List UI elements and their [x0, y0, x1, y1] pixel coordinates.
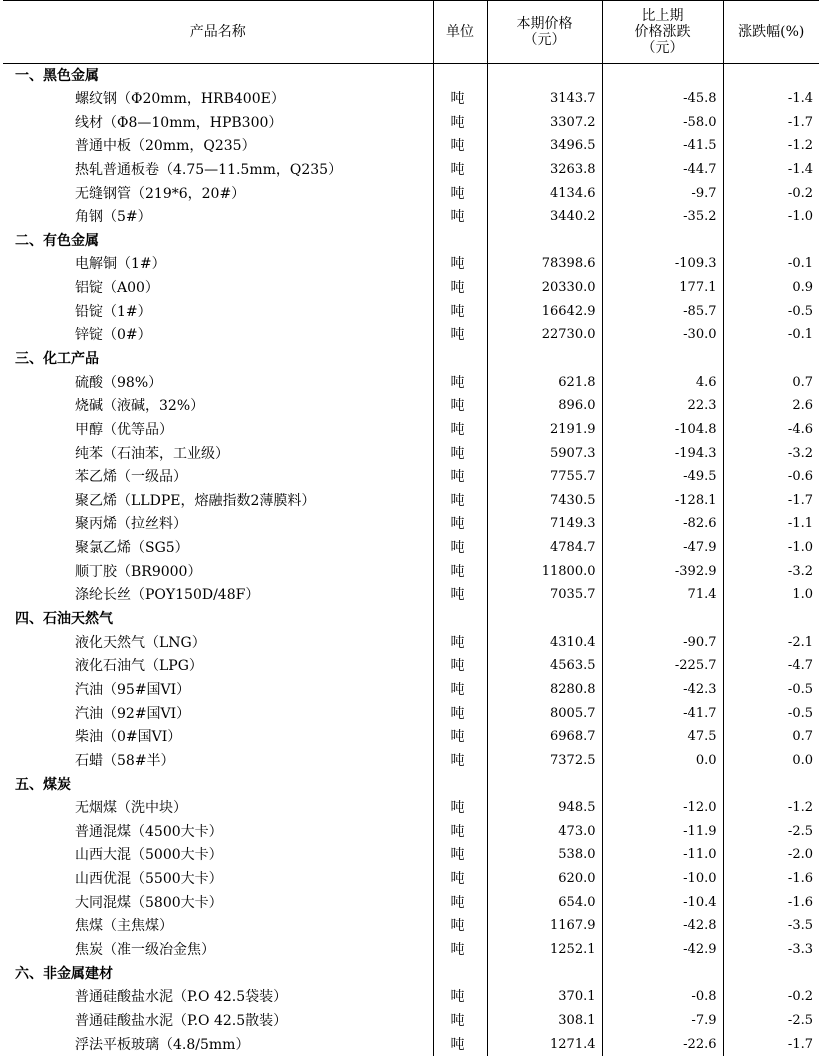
change-percent: -2.1	[723, 631, 819, 655]
table-row	[3, 1033, 819, 1057]
category-title: 五、煤炭	[15, 776, 71, 793]
change-percent: -3.5	[723, 915, 819, 939]
current-price: 370.1	[487, 985, 602, 1009]
change-percent: 0.7	[723, 371, 819, 395]
table-row	[3, 536, 819, 560]
price-change: 22.3	[602, 394, 723, 418]
product-unit: 吨	[433, 418, 487, 442]
product-unit: 吨	[433, 158, 487, 182]
product-name: 铝锭（A00）	[75, 280, 159, 297]
price-change: -44.7	[602, 158, 723, 182]
table-row	[3, 324, 819, 348]
product-name: 烧碱（液碱，32%）	[75, 398, 205, 415]
price-change: -85.7	[602, 300, 723, 324]
current-price: 4134.6	[487, 182, 602, 206]
price-change: 4.6	[602, 371, 723, 395]
change-percent: -1.2	[723, 796, 819, 820]
price-change: 71.4	[602, 584, 723, 608]
current-price: 16642.9	[487, 300, 602, 324]
product-unit: 吨	[433, 749, 487, 773]
change-percent: -4.7	[723, 655, 819, 679]
current-price: 3307.2	[487, 111, 602, 135]
table-row	[3, 205, 819, 229]
price-change: -9.7	[602, 182, 723, 206]
change-percent: -2.5	[723, 1009, 819, 1033]
current-price: 7149.3	[487, 513, 602, 537]
table-row	[3, 300, 819, 324]
price-table	[3, 0, 819, 1056]
category-percent-cell	[723, 962, 819, 986]
product-name: 焦炭（准一级冶金焦）	[75, 942, 215, 959]
category-percent-cell	[723, 773, 819, 797]
table-row	[3, 678, 819, 702]
product-name: 山西大混（5000大卡）	[75, 847, 223, 864]
product-name: 无烟煤（洗中块）	[75, 800, 187, 817]
current-price: 7755.7	[487, 465, 602, 489]
category-price-cell	[487, 229, 602, 253]
product-unit: 吨	[433, 536, 487, 560]
product-name: 铅锭（1#）	[75, 303, 152, 320]
change-percent: -1.7	[723, 1033, 819, 1057]
change-percent: -2.0	[723, 844, 819, 868]
product-name: 液化天然气（LNG）	[75, 634, 206, 651]
category-percent-cell	[723, 229, 819, 253]
current-price: 621.8	[487, 371, 602, 395]
current-price: 7372.5	[487, 749, 602, 773]
change-percent: -0.2	[723, 985, 819, 1009]
product-name: 普通硅酸盐水泥（P.O 42.5散装）	[75, 1012, 288, 1029]
current-price: 2191.9	[487, 418, 602, 442]
product-name: 普通中板（20mm，Q235）	[75, 138, 256, 155]
price-change: -11.0	[602, 844, 723, 868]
change-percent: -1.7	[723, 111, 819, 135]
table-row	[3, 418, 819, 442]
category-unit-cell	[433, 773, 487, 797]
change-percent: -1.7	[723, 489, 819, 513]
product-unit: 吨	[433, 796, 487, 820]
change-percent: 0.7	[723, 725, 819, 749]
header-current-price	[487, 1, 602, 64]
product-unit: 吨	[433, 134, 487, 158]
table-row	[3, 985, 819, 1009]
category-title: 六、非金属建材	[15, 965, 113, 982]
current-price: 948.5	[487, 796, 602, 820]
table-row	[3, 182, 819, 206]
product-unit: 吨	[433, 300, 487, 324]
price-change: -58.0	[602, 111, 723, 135]
product-unit: 吨	[433, 489, 487, 513]
current-price: 20330.0	[487, 276, 602, 300]
product-name: 苯乙烯（一级品）	[75, 469, 187, 486]
current-price: 22730.0	[487, 324, 602, 348]
table-row	[3, 891, 819, 915]
product-name: 涤纶长丝（POY150D/48F）	[75, 587, 260, 604]
category-price-cell	[487, 64, 602, 88]
product-unit: 吨	[433, 111, 487, 135]
product-name: 热轧普通板卷（4.75—11.5mm，Q235）	[75, 161, 343, 178]
change-percent: -3.2	[723, 560, 819, 584]
table-row	[3, 1009, 819, 1033]
current-price: 1252.1	[487, 938, 602, 962]
current-price: 3496.5	[487, 134, 602, 158]
header-price-change-l1: 比上期	[641, 8, 684, 24]
current-price: 11800.0	[487, 560, 602, 584]
change-percent: -3.2	[723, 442, 819, 466]
price-change: -109.3	[602, 253, 723, 277]
current-price: 896.0	[487, 394, 602, 418]
price-change: -392.9	[602, 560, 723, 584]
change-percent: -1.0	[723, 205, 819, 229]
price-change: -82.6	[602, 513, 723, 537]
table-row	[3, 158, 819, 182]
table-row	[3, 489, 819, 513]
header-current-price-l2: （元）	[523, 32, 566, 48]
price-change: 177.1	[602, 276, 723, 300]
product-name: 汽油（95#国VI）	[75, 681, 191, 698]
table-row	[3, 465, 819, 489]
category-unit-cell	[433, 962, 487, 986]
price-change: -49.5	[602, 465, 723, 489]
current-price: 4563.5	[487, 655, 602, 679]
product-unit: 吨	[433, 702, 487, 726]
product-name: 电解铜（1#）	[75, 256, 166, 273]
product-name: 液化石油气（LPG）	[75, 658, 203, 675]
product-unit: 吨	[433, 253, 487, 277]
category-change-cell	[602, 64, 723, 88]
category-percent-cell	[723, 607, 819, 631]
price-change: -225.7	[602, 655, 723, 679]
price-change: -42.8	[602, 915, 723, 939]
price-change: 47.5	[602, 725, 723, 749]
change-percent: -1.2	[723, 134, 819, 158]
category-unit-cell	[433, 229, 487, 253]
table-row	[3, 134, 819, 158]
change-percent: -0.1	[723, 324, 819, 348]
product-name: 浮法平板玻璃（4.8/5mm）	[75, 1036, 250, 1053]
price-change: -41.7	[602, 702, 723, 726]
product-name: 硫酸（98%）	[75, 374, 163, 391]
product-unit: 吨	[433, 324, 487, 348]
table-row	[3, 513, 819, 537]
category-percent-cell	[723, 64, 819, 88]
change-percent: -0.5	[723, 702, 819, 726]
current-price: 1167.9	[487, 915, 602, 939]
product-name: 锌锭（0#）	[75, 327, 152, 344]
product-unit: 吨	[433, 985, 487, 1009]
current-price: 8280.8	[487, 678, 602, 702]
table-row	[3, 796, 819, 820]
current-price: 3440.2	[487, 205, 602, 229]
product-unit: 吨	[433, 891, 487, 915]
category-row	[3, 347, 819, 371]
category-change-cell	[602, 962, 723, 986]
product-unit: 吨	[433, 1009, 487, 1033]
product-unit: 吨	[433, 465, 487, 489]
change-percent: -0.6	[723, 465, 819, 489]
change-percent: -4.6	[723, 418, 819, 442]
price-change: -10.4	[602, 891, 723, 915]
product-unit: 吨	[433, 725, 487, 749]
product-unit: 吨	[433, 655, 487, 679]
price-change: -47.9	[602, 536, 723, 560]
product-unit: 吨	[433, 678, 487, 702]
product-unit: 吨	[433, 631, 487, 655]
price-change: -42.3	[602, 678, 723, 702]
change-percent: 0.9	[723, 276, 819, 300]
product-unit: 吨	[433, 182, 487, 206]
product-name: 甲醇（优等品）	[75, 421, 173, 438]
table-row	[3, 915, 819, 939]
current-price: 8005.7	[487, 702, 602, 726]
product-unit: 吨	[433, 867, 487, 891]
product-unit: 吨	[433, 87, 487, 111]
table-row	[3, 867, 819, 891]
change-percent: -0.5	[723, 678, 819, 702]
category-title: 二、有色金属	[15, 232, 99, 249]
price-change: 0.0	[602, 749, 723, 773]
change-percent: -1.6	[723, 891, 819, 915]
product-name: 聚丙烯（拉丝料）	[75, 516, 187, 533]
category-price-cell	[487, 962, 602, 986]
table-row	[3, 276, 819, 300]
header-price-change	[602, 1, 723, 64]
product-name: 聚氯乙烯（SG5）	[75, 540, 189, 557]
category-change-cell	[602, 229, 723, 253]
product-name: 聚乙烯（LLDPE，熔融指数2薄膜料）	[75, 492, 316, 509]
table-row	[3, 111, 819, 135]
change-percent: -1.0	[723, 536, 819, 560]
product-name: 线材（Φ8—10mm，HPB300）	[75, 114, 283, 131]
product-name: 角钢（5#）	[75, 209, 152, 226]
product-name: 山西优混（5500大卡）	[75, 871, 223, 888]
price-change: -194.3	[602, 442, 723, 466]
product-unit: 吨	[433, 276, 487, 300]
category-unit-cell	[433, 347, 487, 371]
change-percent: -1.4	[723, 158, 819, 182]
product-unit: 吨	[433, 584, 487, 608]
category-title: 一、黑色金属	[15, 67, 99, 84]
price-change: -10.0	[602, 867, 723, 891]
change-percent: -1.6	[723, 867, 819, 891]
product-name: 焦煤（主焦煤）	[75, 918, 173, 935]
price-change: -22.6	[602, 1033, 723, 1057]
current-price: 538.0	[487, 844, 602, 868]
product-unit: 吨	[433, 915, 487, 939]
table-row	[3, 655, 819, 679]
price-change: -0.8	[602, 985, 723, 1009]
category-unit-cell	[433, 64, 487, 88]
category-title: 三、化工产品	[15, 351, 99, 367]
current-price: 5907.3	[487, 442, 602, 466]
product-unit: 吨	[433, 844, 487, 868]
change-percent: 0.0	[723, 749, 819, 773]
price-change: -42.9	[602, 938, 723, 962]
current-price: 3143.7	[487, 87, 602, 111]
table-row	[3, 394, 819, 418]
product-name: 无缝钢管（219*6，20#）	[75, 185, 246, 202]
header-current-price-l1: 本期价格	[516, 16, 573, 32]
product-name: 大同混煤（5800大卡）	[75, 894, 223, 911]
category-price-cell	[487, 773, 602, 797]
header-change-percent: 涨跌幅(%)	[723, 1, 819, 64]
current-price: 3263.8	[487, 158, 602, 182]
category-row	[3, 773, 819, 797]
category-row	[3, 229, 819, 253]
change-percent: -0.5	[723, 300, 819, 324]
price-change: -104.8	[602, 418, 723, 442]
category-percent-cell	[723, 347, 819, 371]
category-row	[3, 607, 819, 631]
product-name: 汽油（92#国VI）	[75, 705, 191, 722]
table-row	[3, 702, 819, 726]
product-name: 石蜡（58#半）	[75, 752, 175, 769]
price-change: -90.7	[602, 631, 723, 655]
price-change: -35.2	[602, 205, 723, 229]
price-change: -11.9	[602, 820, 723, 844]
product-name: 顺丁胶（BR9000）	[75, 563, 202, 580]
change-percent: -3.3	[723, 938, 819, 962]
header-row	[3, 1, 819, 64]
product-unit: 吨	[433, 1033, 487, 1057]
product-unit: 吨	[433, 371, 487, 395]
current-price: 1271.4	[487, 1033, 602, 1057]
product-name: 普通混煤（4500大卡）	[75, 823, 223, 840]
table-row	[3, 560, 819, 584]
current-price: 473.0	[487, 820, 602, 844]
price-change: -41.5	[602, 134, 723, 158]
price-change: -7.9	[602, 1009, 723, 1033]
table-row	[3, 253, 819, 277]
header-price-change-l3: （元）	[641, 40, 684, 56]
category-row	[3, 64, 819, 88]
product-unit: 吨	[433, 820, 487, 844]
change-percent: -0.2	[723, 182, 819, 206]
header-price-change-l2: 价格涨跌	[634, 24, 691, 40]
current-price: 7035.7	[487, 584, 602, 608]
product-unit: 吨	[433, 513, 487, 537]
category-price-cell	[487, 607, 602, 631]
category-change-cell	[602, 607, 723, 631]
table-row	[3, 725, 819, 749]
category-change-cell	[602, 773, 723, 797]
category-unit-cell	[433, 607, 487, 631]
change-percent: 2.6	[723, 394, 819, 418]
price-change: -30.0	[602, 324, 723, 348]
category-row	[3, 962, 819, 986]
header-product-name: 产品名称	[3, 1, 433, 64]
current-price: 654.0	[487, 891, 602, 915]
header-unit: 单位	[433, 1, 487, 64]
change-percent: -0.1	[723, 253, 819, 277]
category-change-cell	[602, 347, 723, 371]
price-change: -128.1	[602, 489, 723, 513]
change-percent: -1.4	[723, 87, 819, 111]
table-row	[3, 631, 819, 655]
product-name: 普通硅酸盐水泥（P.O 42.5袋装）	[75, 989, 288, 1006]
price-change: -45.8	[602, 87, 723, 111]
category-title: 四、石油天然气	[15, 611, 113, 628]
change-percent: 1.0	[723, 584, 819, 608]
current-price: 6968.7	[487, 725, 602, 749]
change-percent: -1.1	[723, 513, 819, 537]
table-row	[3, 938, 819, 962]
table-row	[3, 749, 819, 773]
current-price: 78398.6	[487, 253, 602, 277]
current-price: 4784.7	[487, 536, 602, 560]
product-name: 螺纹钢（Φ20mm，HRB400E）	[75, 90, 285, 107]
table-row	[3, 584, 819, 608]
product-unit: 吨	[433, 560, 487, 584]
table-row	[3, 371, 819, 395]
product-unit: 吨	[433, 938, 487, 962]
price-change: -12.0	[602, 796, 723, 820]
table-row	[3, 442, 819, 466]
table-row	[3, 87, 819, 111]
product-name: 柴油（0#国VI）	[75, 729, 182, 746]
table-row	[3, 820, 819, 844]
product-unit: 吨	[433, 205, 487, 229]
current-price: 7430.5	[487, 489, 602, 513]
current-price: 308.1	[487, 1009, 602, 1033]
category-price-cell	[487, 347, 602, 371]
current-price: 620.0	[487, 867, 602, 891]
product-unit: 吨	[433, 394, 487, 418]
current-price: 4310.4	[487, 631, 602, 655]
product-name: 纯苯（石油苯，工业级）	[75, 445, 229, 462]
change-percent: -2.5	[723, 820, 819, 844]
table-row	[3, 844, 819, 868]
product-unit: 吨	[433, 442, 487, 466]
